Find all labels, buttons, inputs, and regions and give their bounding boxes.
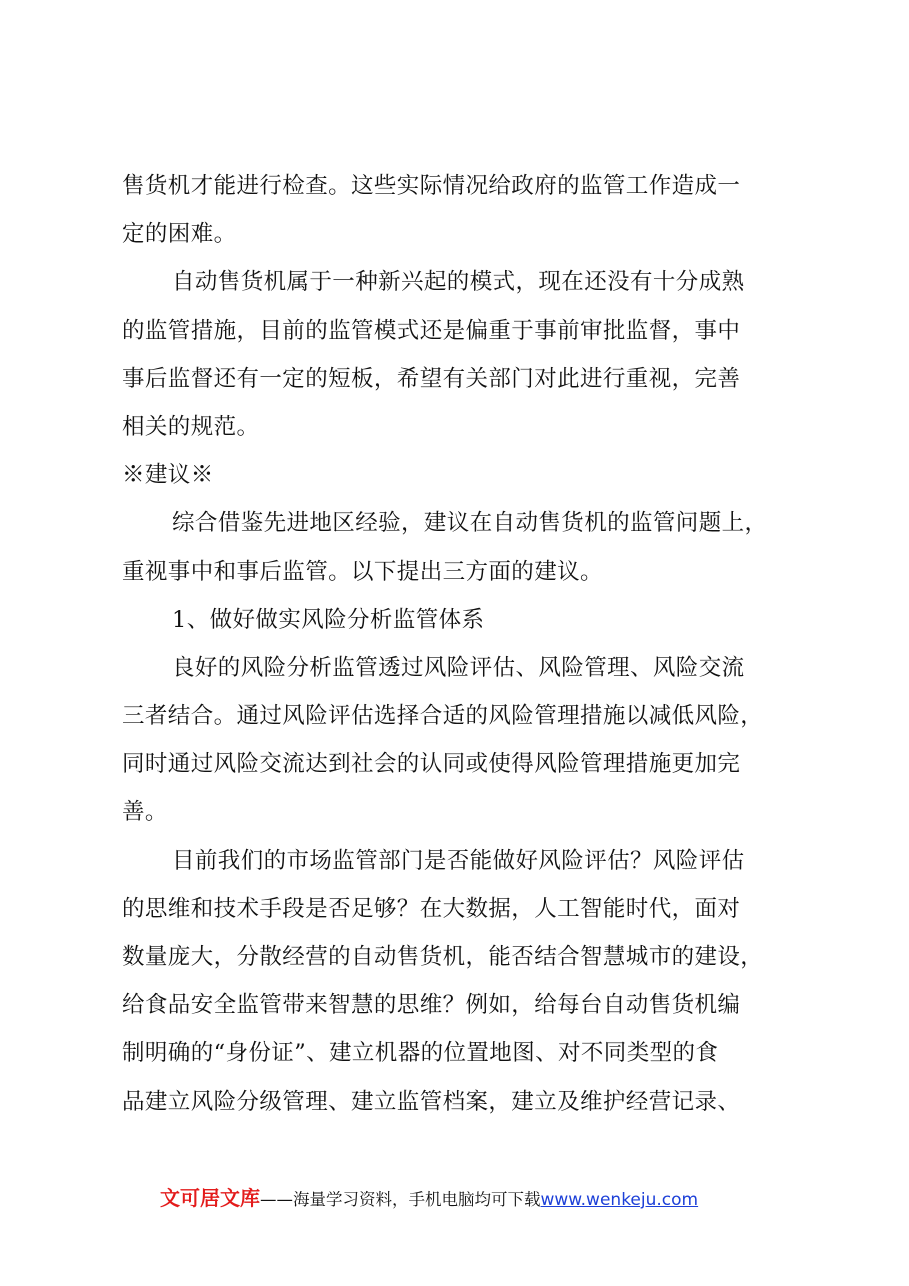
paragraph-2-line-4: 相关的规范。: [122, 413, 260, 440]
paragraph-5-line-1: 目前我们的市场监管部门是否能做好风险评估？风险评估: [172, 847, 745, 874]
paragraph-4-line-3: 同时通过风险交流达到社会的认同或使得风险管理措施更加完: [122, 751, 741, 778]
paragraph-5-line-3: 数量庞大，分散经营的自动售货机，能否结合智慧城市的建设，: [122, 944, 764, 970]
paragraph-1-line-2: 定的困难。: [122, 221, 237, 248]
paragraph-2-line-3: 事后监督还有一定的短板，希望有关部门对此进行重视，完善: [122, 365, 741, 392]
paragraph-5-line-4: 给食品安全监管带来智慧的思维？例如，给每台自动售货机编: [122, 992, 741, 1019]
paragraph-5-line-5: 制明确的“身份证”、建立机器的位置地图、对不同类型的食: [122, 1040, 719, 1067]
section-heading-suggestions: ※建议※: [122, 462, 214, 489]
paragraph-4-line-1: 良好的风险分析监管透过风险评估、风险管理、风险交流: [172, 654, 745, 681]
footer-website-link[interactable]: www.wenkeju.com: [540, 1190, 699, 1210]
paragraph-5-line-2: 的思维和技术手段是否足够？在大数据，人工智能时代，面对: [122, 895, 741, 922]
paragraph-3-line-2: 重视事中和事后监管。以下提出三方面的建议。: [122, 558, 603, 585]
document-body: [122, 162, 790, 1126]
page-footer: [160, 1181, 780, 1215]
paragraph-5-line-6: 品建立风险分级管理、建立监管档案，建立及维护经营记录、: [122, 1088, 741, 1115]
paragraph-1-line-1: 售货机才能进行检查。这些实际情况给政府的监管工作造成一: [122, 173, 741, 199]
footer-tagline: ——海量学习资料，手机电脑均可下载: [260, 1190, 541, 1209]
paragraph-4-line-4: 善。: [122, 799, 168, 826]
paragraph-2-line-1: 自动售货机属于一种新兴起的模式，现在还没有十分成熟: [172, 269, 745, 296]
paragraph-2-line-2: 的监管措施，目前的监管模式还是偏重于事前审批监督，事中: [122, 317, 741, 344]
paragraph-3-line-1: 综合借鉴先进地区经验，建议在自动售货机的监管问题上，: [172, 510, 768, 537]
numbered-heading-1: 1、做好做实风险分析监管体系: [172, 606, 485, 633]
footer-brand: 文可居文库: [160, 1186, 260, 1210]
paragraph-4-line-2: 三者结合。通过风险评估选择合适的风险管理措施以减低风险，: [122, 703, 764, 730]
